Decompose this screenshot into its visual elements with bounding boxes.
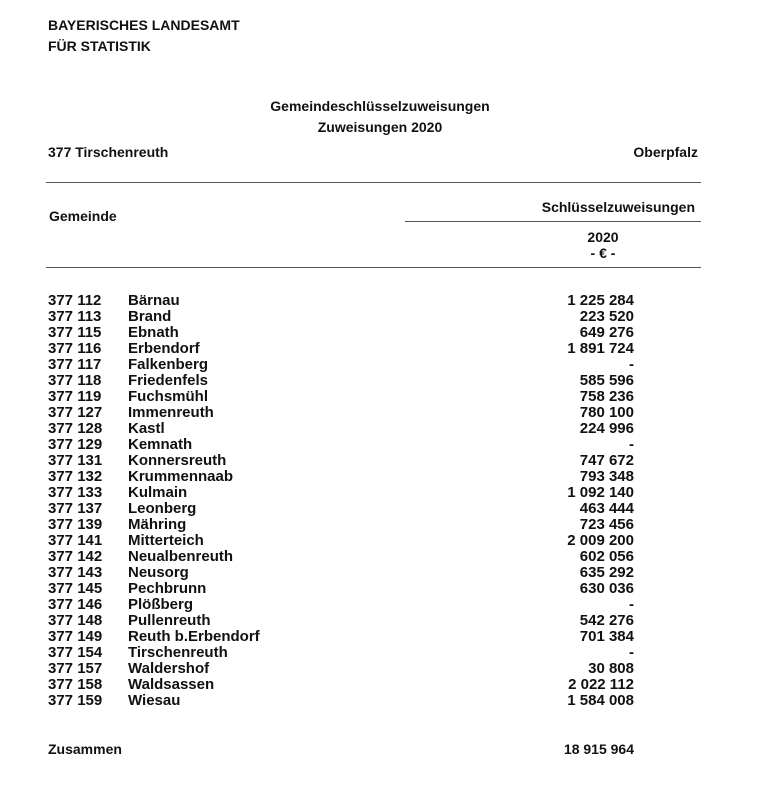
table-header-bottom-rule bbox=[46, 267, 701, 268]
municipality-name: Wiesau bbox=[128, 692, 181, 709]
table-row bbox=[0, 453, 760, 469]
municipality-name: Pullenreuth bbox=[128, 612, 211, 629]
municipality-code: 377 116 bbox=[48, 340, 102, 357]
municipality-code: 377 159 bbox=[48, 692, 103, 709]
municipality-name: Neualbenreuth bbox=[128, 548, 234, 565]
org-name-line-2: FÜR STATISTIK bbox=[48, 38, 151, 54]
table-row bbox=[0, 549, 760, 565]
district-label: 377 Tirschenreuth bbox=[48, 144, 169, 160]
municipality-name: Kulmain bbox=[128, 484, 188, 501]
municipality-name: Kastl bbox=[128, 420, 165, 437]
municipality-name: Reuth b.Erbendorf bbox=[128, 628, 260, 645]
municipality-code: 377 113 bbox=[48, 308, 102, 325]
allocation-amount: 2 022 112 bbox=[568, 676, 634, 693]
table-row bbox=[0, 469, 760, 485]
municipality-table-body bbox=[0, 293, 760, 709]
allocation-amount: 723 456 bbox=[579, 516, 634, 533]
allocation-amount: 224 996 bbox=[579, 420, 634, 437]
municipality-code: 377 139 bbox=[48, 516, 103, 533]
allocation-amount: 747 672 bbox=[579, 452, 634, 469]
allocation-amount: 635 292 bbox=[579, 564, 634, 581]
municipality-name: Waldsassen bbox=[128, 676, 215, 693]
table-row bbox=[0, 373, 760, 389]
allocation-amount: 1 891 724 bbox=[567, 340, 634, 357]
table-row bbox=[0, 357, 760, 373]
allocation-amount: 649 276 bbox=[579, 324, 634, 341]
table-row bbox=[0, 613, 760, 629]
municipality-name: Mähring bbox=[128, 516, 187, 533]
table-row bbox=[0, 581, 760, 597]
municipality-code: 377 127 bbox=[48, 404, 103, 421]
municipality-code: 377 157 bbox=[48, 660, 103, 677]
allocation-amount: 30 808 bbox=[588, 660, 634, 677]
municipality-code: 377 154 bbox=[48, 644, 103, 661]
municipality-name: Plößberg bbox=[128, 596, 194, 613]
municipality-code: 377 137 bbox=[48, 500, 103, 517]
allocation-amount: 758 236 bbox=[579, 388, 634, 405]
allocation-amount: - bbox=[629, 596, 634, 613]
municipality-name: Leonberg bbox=[128, 500, 197, 517]
document-title: Gemeindeschlüsselzuweisungen bbox=[270, 98, 490, 114]
total-value: 18 915 964 bbox=[563, 741, 634, 757]
municipality-code: 377 133 bbox=[48, 484, 103, 501]
allocation-amount: 542 276 bbox=[579, 612, 634, 629]
municipality-code: 377 128 bbox=[48, 420, 103, 437]
municipality-code: 377 145 bbox=[48, 580, 103, 597]
allocation-amount: 793 348 bbox=[579, 468, 634, 485]
municipality-name: Friedenfels bbox=[128, 372, 209, 389]
table-row bbox=[0, 597, 760, 613]
table-top-rule bbox=[46, 182, 701, 183]
municipality-code: 377 131 bbox=[48, 452, 103, 469]
column-header-year: 2020 bbox=[587, 229, 619, 245]
allocation-amount: 2 009 200 bbox=[567, 532, 634, 549]
table-row bbox=[0, 517, 760, 533]
table-row bbox=[0, 293, 760, 309]
municipality-name: Tirschenreuth bbox=[128, 644, 228, 661]
allocation-amount: 1 584 008 bbox=[567, 692, 634, 709]
document-subtitle: Zuweisungen 2020 bbox=[317, 119, 443, 135]
municipality-code: 377 117 bbox=[48, 356, 102, 373]
column-header-unit: - € - bbox=[590, 245, 616, 261]
org-name-line-1: BAYERISCHES LANDESAMT bbox=[48, 17, 240, 33]
table-row bbox=[0, 309, 760, 325]
allocation-amount: 780 100 bbox=[579, 404, 634, 421]
municipality-name: Kemnath bbox=[128, 436, 193, 453]
column-header-gemeinde: Gemeinde bbox=[49, 208, 117, 224]
table-row bbox=[0, 325, 760, 341]
municipality-name: Mitterteich bbox=[128, 532, 204, 549]
municipality-code: 377 132 bbox=[48, 468, 103, 485]
municipality-code: 377 142 bbox=[48, 548, 103, 565]
municipality-code: 377 118 bbox=[48, 372, 102, 389]
table-row bbox=[0, 677, 760, 693]
municipality-code: 377 112 bbox=[48, 292, 102, 309]
allocation-amount: - bbox=[629, 356, 634, 373]
municipality-name: Waldershof bbox=[128, 660, 210, 677]
municipality-name: Bärnau bbox=[128, 292, 180, 309]
municipality-name: Konnersreuth bbox=[128, 452, 227, 469]
table-row bbox=[0, 405, 760, 421]
municipality-code: 377 149 bbox=[48, 628, 103, 645]
table-row bbox=[0, 693, 760, 709]
municipality-name: Ebnath bbox=[128, 324, 179, 341]
municipality-code: 377 141 bbox=[48, 532, 103, 549]
municipality-name: Falkenberg bbox=[128, 356, 209, 373]
municipality-name: Erbendorf bbox=[128, 340, 200, 357]
municipality-code: 377 115 bbox=[48, 324, 102, 341]
allocation-amount: 463 444 bbox=[579, 500, 634, 517]
allocation-amount: 602 056 bbox=[579, 548, 634, 565]
municipality-name: Immenreuth bbox=[128, 404, 214, 421]
allocation-amount: 1 092 140 bbox=[567, 484, 634, 501]
municipality-name: Fuchsmühl bbox=[128, 388, 209, 405]
municipality-name: Pechbrunn bbox=[128, 580, 207, 597]
total-label: Zusammen bbox=[48, 741, 122, 757]
municipality-name: Brand bbox=[128, 308, 172, 325]
municipality-code: 377 148 bbox=[48, 612, 103, 629]
table-row bbox=[0, 421, 760, 437]
table-row bbox=[0, 341, 760, 357]
table-row bbox=[0, 629, 760, 645]
allocation-amount: 585 596 bbox=[579, 372, 634, 389]
table-row bbox=[0, 661, 760, 677]
allocation-amount: - bbox=[629, 436, 634, 453]
table-row bbox=[0, 389, 760, 405]
municipality-code: 377 129 bbox=[48, 436, 103, 453]
municipality-code: 377 146 bbox=[48, 596, 103, 613]
municipality-code: 377 119 bbox=[48, 388, 102, 405]
region-label: Oberpfalz bbox=[633, 144, 698, 160]
table-row bbox=[0, 565, 760, 581]
table-row bbox=[0, 485, 760, 501]
municipality-code: 377 143 bbox=[48, 564, 103, 581]
column-header-divider bbox=[405, 221, 701, 222]
table-row bbox=[0, 501, 760, 517]
allocation-amount: 630 036 bbox=[579, 580, 634, 597]
municipality-name: Neusorg bbox=[128, 564, 189, 581]
allocation-amount: 701 384 bbox=[579, 628, 634, 645]
table-row bbox=[0, 645, 760, 661]
municipality-code: 377 158 bbox=[48, 676, 103, 693]
allocation-amount: - bbox=[629, 644, 634, 661]
municipality-name: Krummennaab bbox=[128, 468, 234, 485]
table-row bbox=[0, 437, 760, 453]
allocation-amount: 223 520 bbox=[579, 308, 634, 325]
table-row bbox=[0, 533, 760, 549]
column-header-schluesselzuweisungen: Schlüsselzuweisungen bbox=[541, 199, 695, 215]
allocation-amount: 1 225 284 bbox=[567, 292, 634, 309]
